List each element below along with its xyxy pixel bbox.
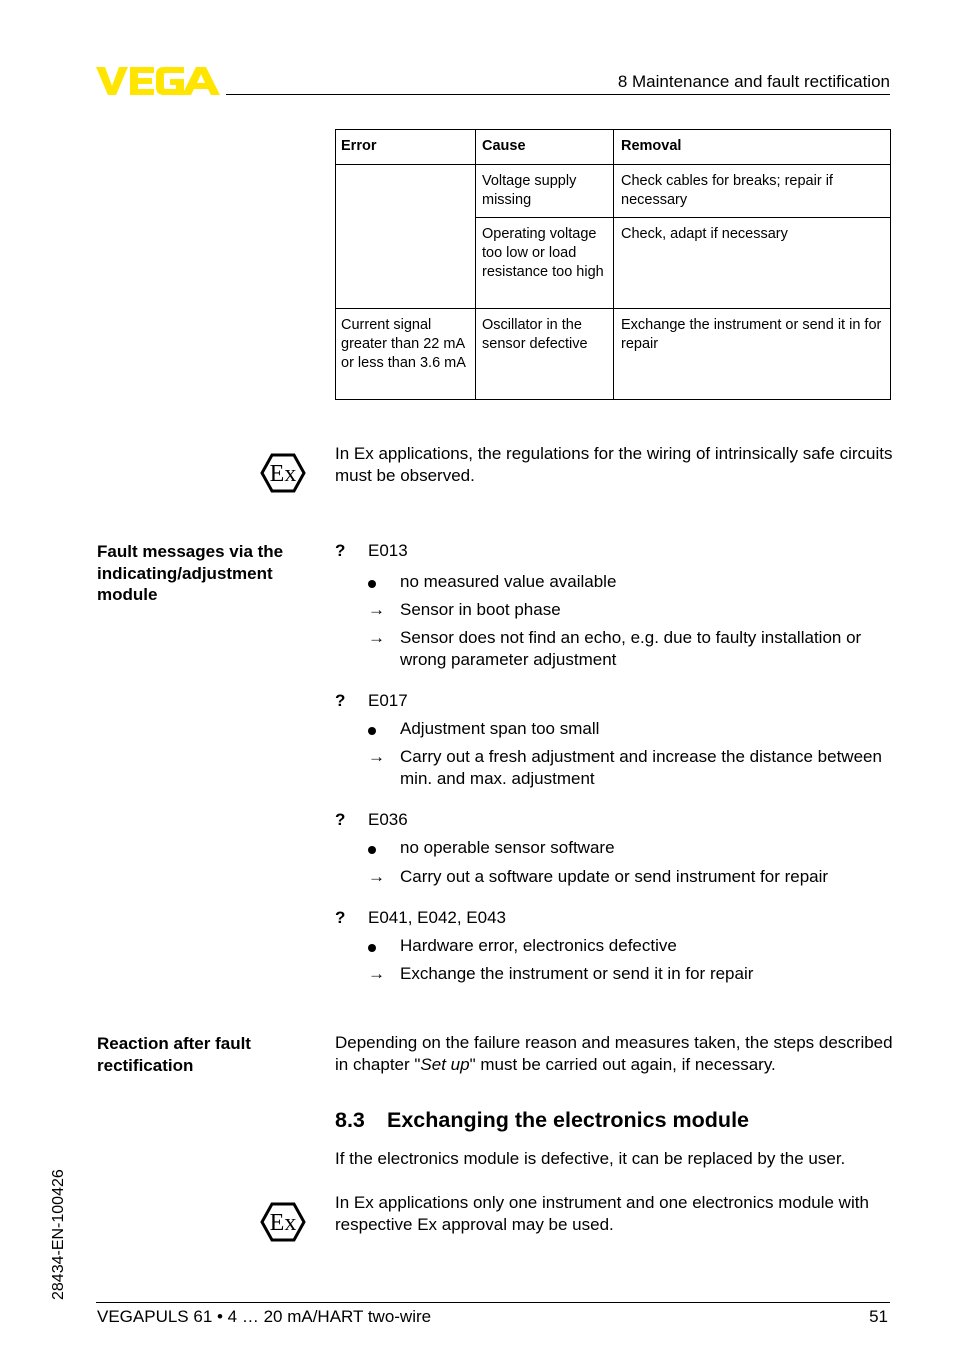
fault-symptom: Hardware error, electronics defective [400, 936, 677, 955]
ex-hexagon-icon [260, 1202, 306, 1242]
bullet-icon [368, 572, 388, 593]
cause-cell: Oscillator in the sensor defective [476, 309, 614, 400]
chapter-reference-set-up: Set up [420, 1055, 470, 1074]
table-row [336, 165, 891, 218]
fault-symptom: Adjustment span too small [400, 719, 600, 738]
section-title: Exchanging the electronics module [387, 1108, 749, 1132]
error-cell: Current signal greater than 22 mA or less than 3.6 mA [336, 309, 476, 400]
section-number: 8.3 [335, 1108, 365, 1132]
column-header-cause: Cause [476, 130, 614, 165]
page-number: 51 [869, 1307, 888, 1326]
table-row [336, 309, 891, 400]
fault-question-marker: ? [335, 810, 346, 829]
fault-remedy: Sensor in boot phase [400, 600, 561, 619]
ex-note-wiring: In Ex applications, the regulations for the wiring of intrinsically safe circuits must be observed. [335, 444, 893, 485]
error-table [335, 129, 891, 400]
ex-note-approval: In Ex applications only one instrument and one electronics module with respective Ex approval may be used. [335, 1193, 869, 1234]
table-header-row [336, 130, 891, 165]
column-header-removal: Removal [614, 130, 891, 165]
removal-cell: Check cables for breaks; repair if necessary [614, 165, 891, 218]
bullet-icon [368, 719, 388, 740]
fault-question-marker: ? [335, 691, 346, 710]
bullet-icon [368, 838, 388, 859]
fault-code: E017 [368, 691, 408, 710]
fault-remedy: Carry out a software update or send instrument for repair [400, 867, 829, 886]
footer-rule [96, 1302, 890, 1303]
fault-symptom: no operable sensor software [400, 838, 615, 857]
arrow-right-icon: → [368, 867, 385, 886]
fault-question-marker: ? [335, 541, 346, 560]
reaction-heading: Reaction after fault rectification [97, 1034, 251, 1075]
bullet-icon [368, 936, 388, 957]
arrow-right-icon: → [368, 747, 385, 766]
fault-remedy: Exchange the instrument or send it in for repair [400, 964, 754, 983]
fault-code: E041, E042, E043 [368, 908, 507, 927]
reaction-text-before: Depending on the failure reason and measures taken, the steps described in chapter " [335, 1033, 893, 1074]
svg-text:Ex: Ex [269, 1210, 297, 1236]
cause-cell: Operating voltage too low or load resistance too high [476, 218, 614, 309]
cause-cell: Voltage supply missing [476, 165, 614, 218]
removal-cell: Check, adapt if necessary [614, 218, 891, 309]
svg-text:Ex: Ex [269, 461, 297, 487]
arrow-right-icon: → [368, 964, 385, 983]
fault-remedy: Sensor does not find an echo, e.g. due to faulty installation or wrong parameter adjustment [400, 628, 862, 669]
header-section-title: 8 Maintenance and fault rectification [617, 72, 890, 91]
removal-cell: Exchange the instrument or send it in for repair [614, 309, 891, 400]
fault-messages-heading: Fault messages via the indicating/adjustment module [97, 542, 284, 604]
fault-symptom: no measured value available [400, 572, 617, 591]
fault-question-marker: ? [335, 908, 346, 927]
reaction-text [335, 1032, 895, 1076]
arrow-right-icon: → [368, 628, 385, 647]
fault-code: E036 [368, 810, 408, 829]
header-rule [226, 94, 890, 95]
fault-code: E013 [368, 541, 408, 560]
reaction-text-after: " must be carried out again, if necessary. [469, 1055, 776, 1074]
footer-product: VEGAPULS 61 • 4 … 20 mA/HART two-wire [97, 1307, 432, 1326]
arrow-right-icon: → [368, 600, 385, 619]
section-heading [335, 1108, 749, 1133]
column-header-error: Error [336, 130, 476, 165]
replace-text: If the electronics module is defective, it can be replaced by the user. [335, 1149, 846, 1168]
document-id: 28434-EN-100426 [50, 1169, 67, 1300]
ex-hexagon-icon [260, 453, 306, 493]
vega-logo [96, 66, 220, 96]
error-cell [336, 165, 476, 309]
fault-remedy: Carry out a fresh adjustment and increase the distance between min. and max. adjustment [400, 747, 882, 788]
